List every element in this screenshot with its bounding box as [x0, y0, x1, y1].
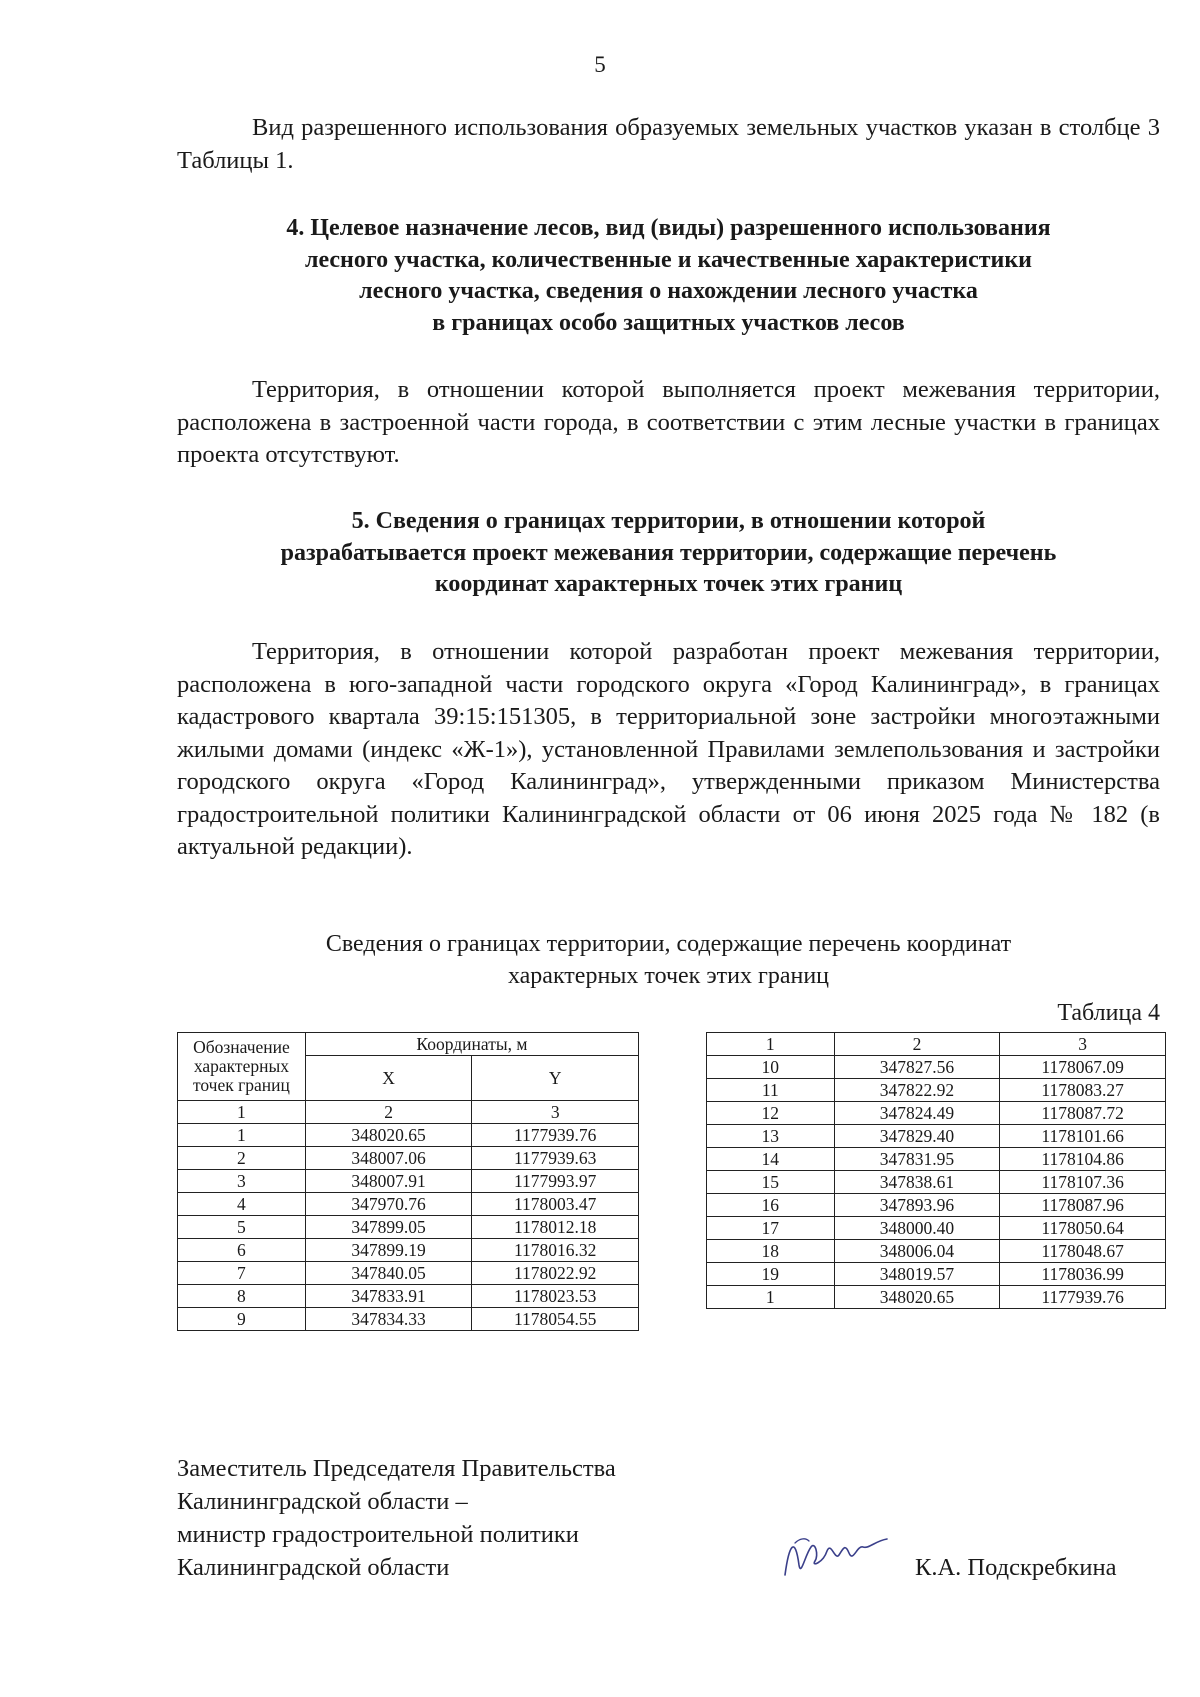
table-row — [178, 1216, 639, 1239]
header-point: Обозначение характерных точек границ — [178, 1033, 306, 1101]
y-cell: 1178054.55 — [472, 1308, 639, 1331]
y-cell: 1178048.67 — [1000, 1240, 1166, 1263]
point-cell: 1 — [707, 1286, 835, 1309]
heading-line: 4. Целевое назначение лесов, вид (виды) разрешенного использования — [286, 215, 1051, 241]
signer-title-line: Заместитель Председателя Правительства — [177, 1455, 616, 1482]
x-cell: 347822.92 — [834, 1079, 1000, 1102]
point-cell: 1 — [178, 1124, 306, 1147]
point-cell: 4 — [178, 1193, 306, 1216]
point-cell: 5 — [178, 1216, 306, 1239]
x-cell: 347899.05 — [305, 1216, 472, 1239]
table-row — [707, 1286, 1166, 1309]
table-row — [707, 1079, 1166, 1102]
table-row — [178, 1170, 639, 1193]
table-row — [707, 1102, 1166, 1125]
heading-line: лесного участка, сведения о нахождении лесного участка — [359, 278, 978, 304]
table-row — [707, 1056, 1166, 1079]
signer-title — [177, 1452, 616, 1584]
y-cell: 1177939.76 — [472, 1124, 639, 1147]
col-number: 3 — [1000, 1033, 1166, 1056]
point-cell: 8 — [178, 1285, 306, 1308]
point-cell: 6 — [178, 1239, 306, 1262]
x-cell: 347970.76 — [305, 1193, 472, 1216]
point-cell: 13 — [707, 1125, 835, 1148]
table-label: Таблица 4 — [1057, 1000, 1160, 1026]
y-cell: 1178087.72 — [1000, 1102, 1166, 1125]
section-4-heading — [177, 213, 1160, 339]
point-cell: 14 — [707, 1148, 835, 1171]
x-cell: 348019.57 — [834, 1263, 1000, 1286]
table-row — [178, 1262, 639, 1285]
intro-paragraph: Вид разрешенного использования образуемых земельных участков указан в столбце 3 Таблицы 1. — [177, 114, 1160, 174]
x-cell: 347833.91 — [305, 1285, 472, 1308]
x-cell: 347827.56 — [834, 1056, 1000, 1079]
y-cell: 1177939.76 — [1000, 1286, 1166, 1309]
table-row — [707, 1240, 1166, 1263]
point-cell: 15 — [707, 1171, 835, 1194]
table-row — [178, 1124, 639, 1147]
y-cell: 1178003.47 — [472, 1193, 639, 1216]
point-cell: 10 — [707, 1056, 835, 1079]
y-cell: 1178104.86 — [1000, 1148, 1166, 1171]
x-cell: 348007.91 — [305, 1170, 472, 1193]
point-cell: 18 — [707, 1240, 835, 1263]
signature-icon — [775, 1525, 895, 1585]
point-cell: 3 — [178, 1170, 306, 1193]
point-cell: 17 — [707, 1217, 835, 1240]
y-cell: 1178036.99 — [1000, 1263, 1166, 1286]
x-cell: 348000.40 — [834, 1217, 1000, 1240]
x-cell: 347893.96 — [834, 1194, 1000, 1217]
section-4-paragraph: Территория, в отношении которой выполняется проект межевания территории, расположена в застроенной части города, в соответствии с этим лесные участки в границах проекта отсутствуют. — [177, 376, 1160, 468]
table-row — [707, 1125, 1166, 1148]
signer-title-line: Калининградской области – — [177, 1488, 468, 1515]
point-cell: 11 — [707, 1079, 835, 1102]
heading-line: 5. Сведения о границах территории, в отношении которой — [351, 508, 986, 534]
x-cell: 347829.40 — [834, 1125, 1000, 1148]
col-number: 2 — [834, 1033, 1000, 1056]
col-number: 2 — [305, 1101, 472, 1124]
table-row — [707, 1194, 1166, 1217]
table-row — [178, 1239, 639, 1262]
y-cell: 1178101.66 — [1000, 1125, 1166, 1148]
col-number: 3 — [472, 1101, 639, 1124]
caption-line: характерных точек этих границ — [507, 963, 830, 989]
y-cell: 1178087.96 — [1000, 1194, 1166, 1217]
table-row — [178, 1308, 639, 1331]
x-cell: 348020.65 — [834, 1286, 1000, 1309]
y-cell: 1178012.18 — [472, 1216, 639, 1239]
y-cell: 1177939.63 — [472, 1147, 639, 1170]
point-cell: 12 — [707, 1102, 835, 1125]
x-cell: 347834.33 — [305, 1308, 472, 1331]
point-cell: 16 — [707, 1194, 835, 1217]
y-cell: 1178023.53 — [472, 1285, 639, 1308]
section-5-paragraph: Территория, в отношении которой разработан проект межевания территории, расположена в юго-западной части городского округа «Город Калининград», в границах кадастрового квартала 39:15:151305, в территориальной зоне застройки многоэтажными жилыми домами (индекс «Ж-1»), установленной Правилами землепользования и застройки городского округа «Город Калининград», утвержденными приказом Министерства градостроительной политики Калининградской области от 06 июня 2025 года № 182 (в актуальной редакции). — [177, 638, 1160, 860]
x-cell: 347899.19 — [305, 1239, 472, 1262]
table-row — [707, 1263, 1166, 1286]
header-y: Y — [472, 1056, 639, 1101]
heading-line: лесного участка, количественные и качественные характеристики — [304, 246, 1033, 273]
x-cell: 347831.95 — [834, 1148, 1000, 1171]
table-row — [178, 1285, 639, 1308]
point-cell: 19 — [707, 1263, 835, 1286]
header-x: X — [305, 1056, 472, 1101]
x-cell: 347824.49 — [834, 1102, 1000, 1125]
point-cell: 7 — [178, 1262, 306, 1285]
page-number: 5 — [594, 52, 606, 77]
point-cell: 2 — [178, 1147, 306, 1170]
x-cell: 348007.06 — [305, 1147, 472, 1170]
y-cell: 1178022.92 — [472, 1262, 639, 1285]
x-cell: 347838.61 — [834, 1171, 1000, 1194]
right-table-body — [707, 1056, 1166, 1309]
y-cell: 1178050.64 — [1000, 1217, 1166, 1240]
section-5-heading — [177, 506, 1160, 601]
y-cell: 1178107.36 — [1000, 1171, 1166, 1194]
y-cell: 1178067.09 — [1000, 1056, 1166, 1079]
col-number: 1 — [178, 1101, 306, 1124]
heading-line: разрабатывается проект межевания территории, содержащие перечень — [280, 539, 1057, 566]
x-cell: 348006.04 — [834, 1240, 1000, 1263]
col-number: 1 — [707, 1033, 835, 1056]
table-row — [178, 1147, 639, 1170]
table-row — [178, 1193, 639, 1216]
y-cell: 1178016.32 — [472, 1239, 639, 1262]
point-cell: 9 — [178, 1308, 306, 1331]
signer-title-line: министр градостроительной политики — [177, 1521, 579, 1548]
signer-title-line: Калининградской области — [177, 1554, 450, 1581]
table-caption — [177, 928, 1160, 992]
x-cell: 347840.05 — [305, 1262, 472, 1285]
x-cell: 348020.65 — [305, 1124, 472, 1147]
heading-line: координат характерных точек этих границ — [434, 571, 903, 597]
coordinates-table-left — [177, 1032, 639, 1331]
y-cell: 1178083.27 — [1000, 1079, 1166, 1102]
signer-name: К.А. Подскребкина — [915, 1554, 1117, 1581]
caption-line: Сведения о границах территории, содержащие перечень координат — [325, 931, 1012, 957]
left-table-body — [178, 1124, 639, 1331]
coordinates-table-right — [706, 1032, 1166, 1309]
heading-line: в границах особо защитных участков лесов — [432, 309, 905, 336]
header-coords: Координаты, м — [305, 1033, 638, 1056]
table-row — [707, 1171, 1166, 1194]
table-row — [707, 1217, 1166, 1240]
y-cell: 1177993.97 — [472, 1170, 639, 1193]
table-row — [707, 1148, 1166, 1171]
